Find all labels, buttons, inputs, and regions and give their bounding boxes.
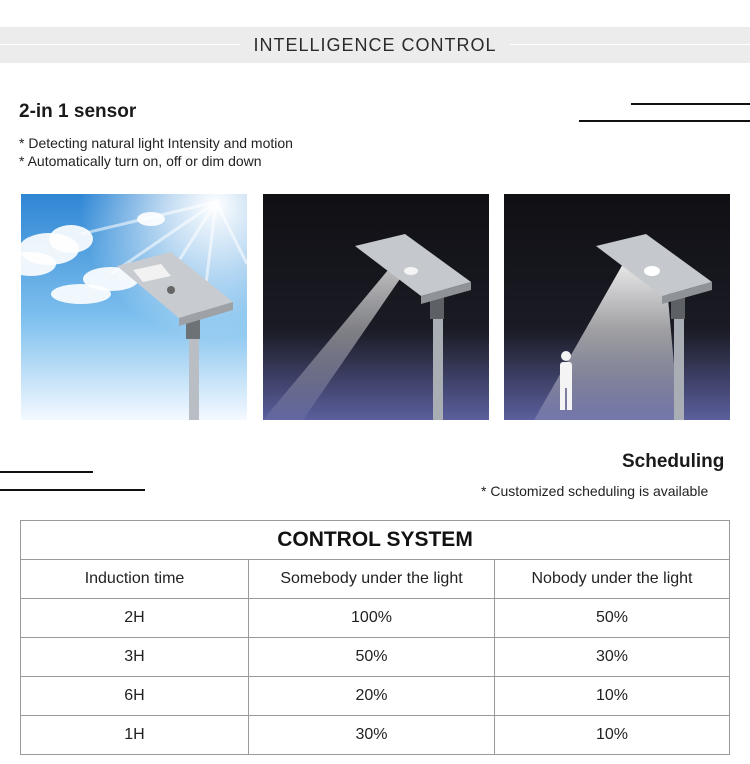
night-person-photo <box>504 194 730 420</box>
scheduling-note: * Customized scheduling is available <box>481 483 709 499</box>
table-row <box>21 638 730 677</box>
sensor-bullet-1: * Detecting natural light Intensity and motion <box>19 135 293 151</box>
cell-induction-time: 1H <box>21 716 249 755</box>
sensor-heading: 2-in 1 sensor <box>19 101 137 122</box>
street-light-night-person-icon <box>504 194 730 420</box>
cell-somebody: 30% <box>249 716 495 755</box>
sensor-bullet-2: * Automatically turn on, off or dim down <box>19 153 262 169</box>
cell-nobody: 30% <box>495 638 730 677</box>
cell-nobody: 50% <box>495 599 730 638</box>
control-system-table <box>20 520 730 755</box>
cell-somebody: 20% <box>249 677 495 716</box>
decor-rule-bottom <box>579 120 750 122</box>
night-dim-photo <box>263 194 489 420</box>
banner-title-wrap <box>0 35 750 56</box>
table-row <box>21 716 730 755</box>
table-caption: CONTROL SYSTEM <box>21 521 730 560</box>
cell-induction-time: 2H <box>21 599 249 638</box>
scheduling-heading: Scheduling <box>622 451 725 472</box>
header-somebody: Somebody under the light <box>249 560 495 599</box>
daylight-photo <box>21 194 247 420</box>
decor-rule-top <box>631 103 750 105</box>
header-induction-time: Induction time <box>21 560 249 599</box>
cell-induction-time: 3H <box>21 638 249 677</box>
street-light-daylight-icon <box>21 194 247 420</box>
cell-nobody: 10% <box>495 716 730 755</box>
street-light-night-dim-icon <box>263 194 489 420</box>
section-banner <box>0 27 750 63</box>
decor-rule-left-bottom <box>0 489 145 491</box>
cell-nobody: 10% <box>495 677 730 716</box>
cell-somebody: 50% <box>249 638 495 677</box>
header-nobody: Nobody under the light <box>495 560 730 599</box>
table-row <box>21 677 730 716</box>
cell-induction-time: 6H <box>21 677 249 716</box>
banner-title: INTELLIGENCE CONTROL <box>241 35 508 55</box>
table-row <box>21 599 730 638</box>
decor-rule-left-top <box>0 471 93 473</box>
cell-somebody: 100% <box>249 599 495 638</box>
